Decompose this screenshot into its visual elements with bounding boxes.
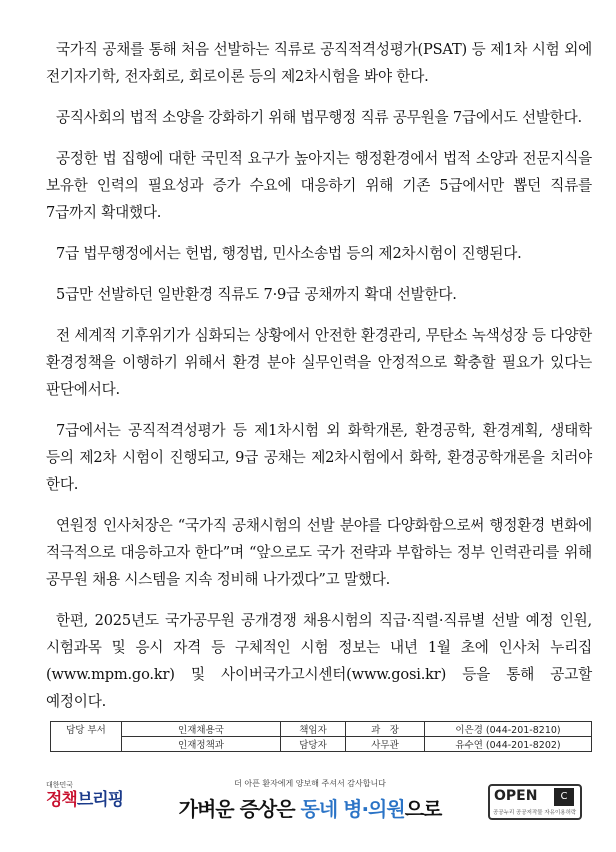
contact-person: 이은경 (044-201-8210) [425, 722, 592, 737]
paragraph-4: 7급 법무행정에서는 헌법, 행정법, 민사소송법 등의 제2차시험이 진행된다. [56, 245, 522, 262]
contact-person: 유수연 (044-201-8202) [425, 737, 592, 752]
contact-row [51, 737, 592, 752]
paragraph-7: 7급에서는 공직적격성평가 등 제1차시험 외 화학개론, 환경공학, 환경계획, 생태학 등의 제2차 시험이 진행되고, 9급 공채는 제2차시험에서 화학, 환경공학개론을 치러야 한다. [46, 422, 592, 493]
banner-small-text: 더 아픈 환자에게 양보해 주셔서 감사합니다 [234, 779, 386, 788]
contact-table [50, 721, 592, 752]
paragraph-5: 5급만 선발하던 일반환경 직류도 7·9급 공채까지 확대 선발한다. [56, 286, 457, 303]
contact-title: 과 장 [346, 722, 425, 737]
logo-text: 정책브리핑 [46, 790, 124, 810]
banner-slogan: 가벼운 증상은 동네 병·의원으로 [178, 797, 442, 821]
contact-title: 사무관 [346, 737, 425, 752]
paragraph-2: 공직사회의 법적 소양을 강화하기 위해 법무행정 직류 공무원을 7급에서도 선발한다. [56, 109, 582, 126]
document-body [46, 36, 592, 729]
logo-small-text: 대한민국 [46, 781, 74, 789]
footer [0, 772, 616, 832]
contact-row [51, 722, 592, 737]
paragraph-3: 공정한 법 집행에 대한 국민적 요구가 높아지는 행정환경에서 법적 소양과 전문지식을 보유한 인력의 필요성과 증가 수요에 대응하기 위해 기존 5급에서만 뽑던 직류를 7급까지 확대했다. [46, 150, 592, 221]
contact-role: 담당자 [281, 737, 346, 752]
kogl-open-license-badge [488, 784, 582, 820]
contact-dept: 인재채용국 [122, 722, 281, 737]
paragraph-8: 연원정 인사처장은 “국가직 공채시험의 선발 분야를 다양화함으로써 행정환경 변화에 적극적으로 대응하고자 한다”며 “앞으로도 국가 전략과 부합하는 정부 인력관리를 위해 공무원 채용 시스템을 지속 정비해 나가겠다”고 말했다. [46, 517, 592, 588]
license-icon: C [554, 788, 574, 806]
policy-briefing-logo [46, 780, 136, 824]
paragraph-1: 국가직 공채를 통해 처음 선발하는 직류로 공직적격성평가(PSAT) 등 제1차 시험 외에 전기자기학, 전자회로, 회로이론 등의 제2차시험을 봐야 한다. [46, 41, 592, 85]
campaign-banner [160, 778, 460, 824]
contact-dept: 인재정책과 [122, 737, 281, 752]
open-word: OPEN [494, 788, 538, 804]
paragraph-6: 전 세계적 기후위기가 심화되는 상황에서 안전한 환경관리, 무탄소 녹색성장 등 다양한 환경정책을 이행하기 위해서 환경 분야 실무인력을 안정적으로 확충할 필요가 있다는 판단에서다. [46, 327, 592, 398]
contact-header: 담당 부서 [51, 722, 122, 752]
paragraph-9: 한편, 2025년도 국가공무원 공개경쟁 채용시험의 직급·직렬·직류별 선발 예정 인원, 시험과목 및 응시 자격 등 구체적인 시험 정보는 내년 1월 초에 인사처 누리집(www.mpm.go.kr) 및 사이버국가고시센터(www.gosi.kr) 등을 통해 공고할 예정이다. [46, 612, 592, 710]
contact-role: 책임자 [281, 722, 346, 737]
license-text: 공공누리 공공저작물 자유이용허락 [493, 810, 577, 816]
